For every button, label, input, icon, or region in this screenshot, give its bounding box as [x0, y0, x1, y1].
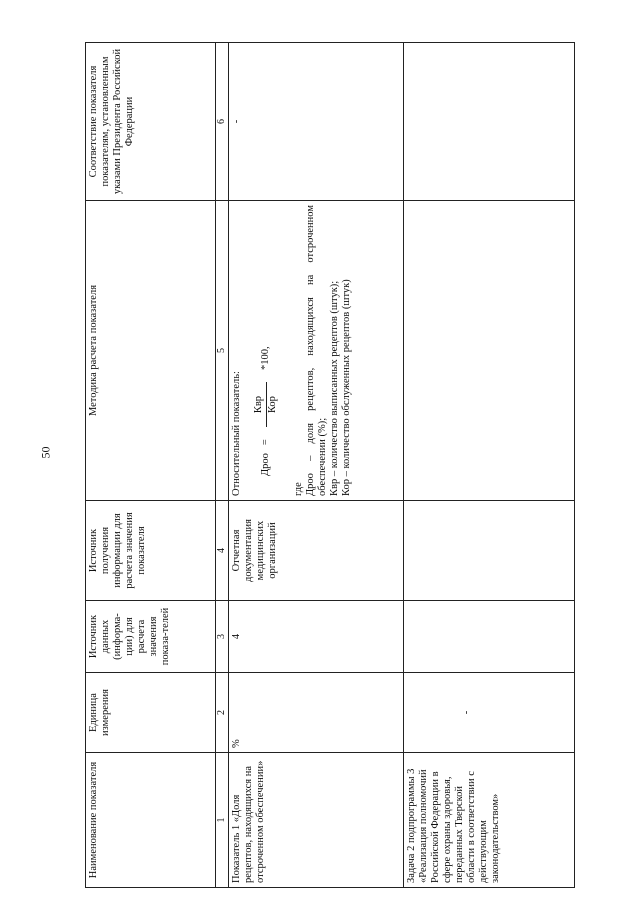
column-number: 1	[216, 753, 229, 888]
header-compliance: Соответствие показателя показателям, установленным указами Президента Российской Федерации	[86, 43, 216, 201]
method-definition: Дроо – доля рецептов, находящихся на отсроченном обеспечении (%);	[304, 205, 328, 496]
formula-lhs: Дроо	[259, 453, 271, 476]
page-number: 50	[38, 446, 53, 459]
task-empty-cell	[403, 601, 575, 673]
indicator-name: Показатель 1 «Доля рецептов, находящихся на отсроченном обеспечении»	[228, 753, 403, 888]
column-number: 2	[216, 673, 229, 753]
indicator-row	[228, 43, 403, 888]
method-definition: Кор – количество обслуженных рецептов (штук)	[340, 279, 352, 496]
column-number: 6	[216, 43, 229, 201]
method-intro: Относительный показатель:	[230, 371, 242, 496]
task-empty-cell	[403, 501, 575, 601]
indicator-table	[85, 42, 575, 888]
column-number-row	[216, 43, 229, 888]
task-row	[403, 43, 575, 888]
method-formula	[253, 205, 279, 476]
task-empty-cell	[403, 43, 575, 201]
header-name: Наименование показателя	[86, 753, 216, 888]
header-source-data: Источник данных (информа-ции) для расчета значения показа-телей	[86, 601, 216, 673]
formula-equals: =	[259, 439, 271, 446]
task-unit	[403, 673, 575, 753]
formula-fraction	[253, 382, 279, 427]
rotated-table-container	[85, 43, 575, 888]
formula-multiplier: *100,	[259, 346, 271, 370]
header-source-info: Источник получения информации для расчета значения показателя	[86, 501, 216, 601]
indicator-method	[228, 201, 403, 501]
header-unit: Единица измерения	[86, 673, 216, 753]
indicator-source-info: Отчетная документация медицинских организаций	[228, 501, 403, 601]
task-empty-cell	[403, 201, 575, 501]
header-method: Методика расчета показателя	[86, 201, 216, 501]
indicator-compliance: -	[228, 43, 403, 201]
formula-denominator: Кор	[266, 396, 278, 414]
formula-numerator: Квр	[253, 382, 267, 427]
task-name: Задача 2 подпрограммы 3 «Реализация полномочий Российской Федерации в сфере охраны здоровья, переданных Тверской области в соответствии с действующим законодательством»	[403, 753, 575, 888]
method-definition: Квр – количество выписанных рецептов (штук);	[328, 280, 340, 496]
indicator-source-data: 4	[228, 601, 403, 673]
indicator-unit: %	[228, 673, 403, 753]
column-number: 5	[216, 201, 229, 501]
header-row	[86, 43, 216, 888]
column-number: 3	[216, 601, 229, 673]
method-where: где	[292, 482, 304, 496]
task-unit-value: -	[460, 710, 472, 715]
column-number: 4	[216, 501, 229, 601]
